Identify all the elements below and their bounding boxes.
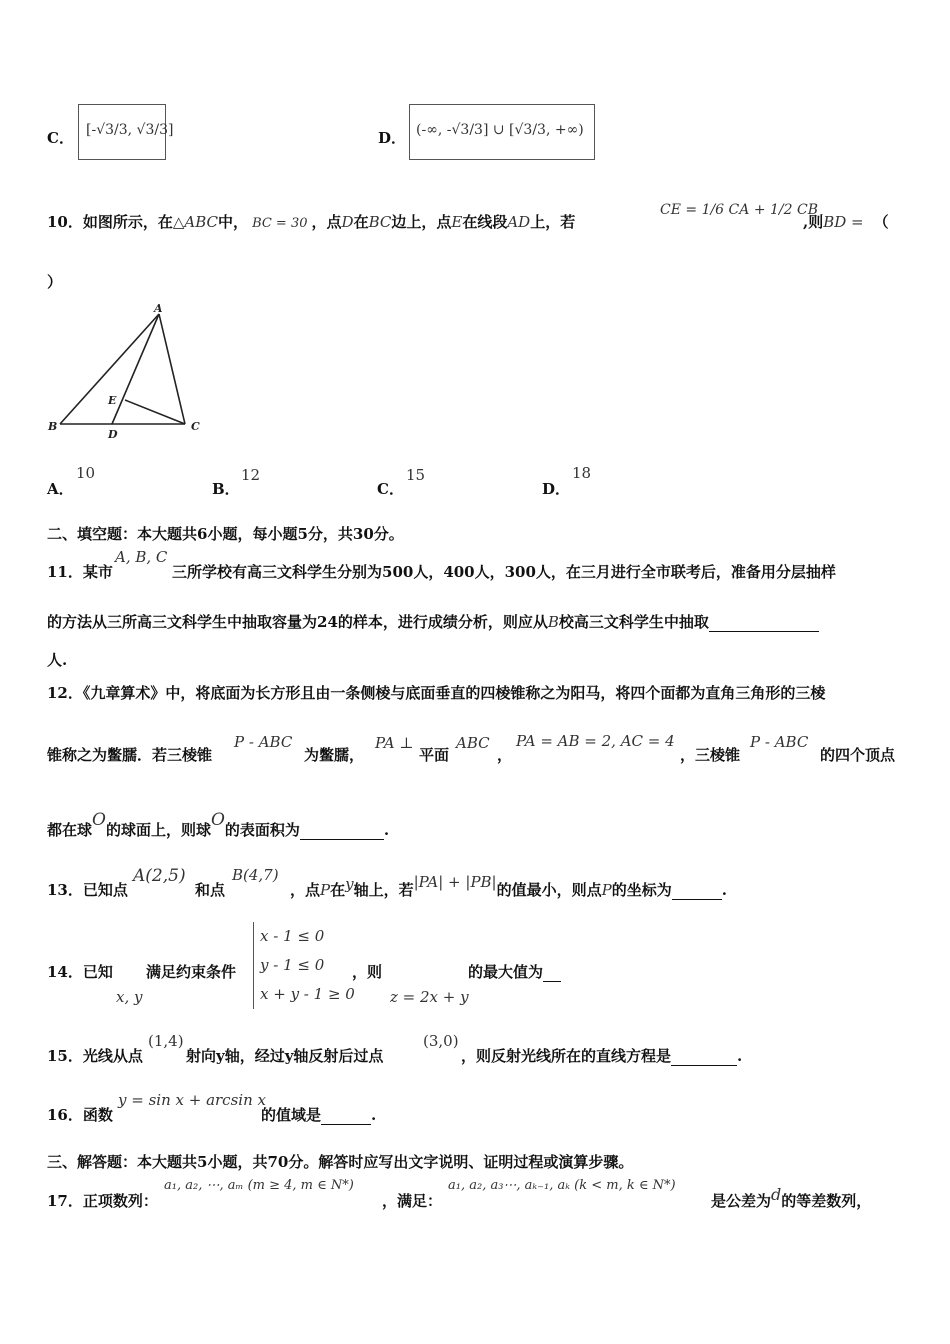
q17-text-2: ，满足： (382, 1192, 443, 1210)
q12-pyramid: P - ABC (234, 733, 293, 751)
q11-schools: A, B, C (115, 548, 168, 566)
q15-point-2: (3,0) (423, 1032, 459, 1050)
q13-point-p: P (320, 881, 331, 899)
q15-point-1: (1,4) (148, 1032, 184, 1050)
q14-number: 14． (47, 963, 83, 981)
q11-answer-blank[interactable] (709, 615, 819, 632)
q14-objective: z = 2x + y (390, 988, 469, 1006)
q15-text-2: 射向y轴，经过y轴反射后过点 (186, 1047, 384, 1065)
q13-text: 的值最小，则点 (496, 881, 602, 899)
q11-number: 11． (47, 563, 83, 581)
q16-answer-blank[interactable] (321, 1108, 371, 1125)
figure-label-a: A (154, 302, 163, 315)
q16-text: 的值域是 (261, 1106, 322, 1124)
q10-text: ，点 (311, 213, 342, 231)
q12-pyramid-2: P - ABC (750, 733, 809, 751)
q13-expression: |PA| + |PB| (413, 873, 497, 891)
figure-label-b: B (48, 420, 58, 433)
q16-text-2 (261, 1105, 376, 1125)
q9-option-c-value: [-√3/3, √3/3] (86, 122, 174, 138)
q10-triangle-figure (40, 300, 215, 450)
q17-text: 的等差数列， (781, 1192, 872, 1210)
q12-plane-abc: ABC (456, 734, 490, 752)
q17-text: 是公差为 (711, 1192, 772, 1210)
q17-sequence-2: a₁, a₂, a₃⋯, aₖ₋₁, aₖ (k < m, k ∈ N*) (448, 1178, 676, 1193)
q16-function: y = sin x + arcsin x (118, 1091, 266, 1109)
q16-text: 函数 (82, 1106, 113, 1124)
q13-text-2: 和点 (195, 881, 226, 899)
q16-text: . (371, 1106, 377, 1124)
q14-constraint-3: x + y - 1 ≥ 0 (260, 985, 355, 1003)
q13-text: 在 (330, 881, 346, 899)
q10-text: 在线段 (462, 213, 508, 231)
q10-segment-ad: AD (507, 213, 531, 231)
q12-text: 都在球 (47, 821, 93, 839)
figure-segment-ce (125, 400, 185, 424)
q10-ce-formula: CE = 1/6 CA + 1/2 CB (660, 202, 818, 218)
q17-line-start (47, 1191, 158, 1211)
q10-option-b-value: 12 (241, 466, 261, 484)
q10-text: 如图所示，在 (82, 213, 173, 231)
q10-option-b-label: B． (212, 480, 240, 498)
q15-text: 光线从点 (82, 1047, 143, 1065)
q11-line1 (47, 562, 113, 582)
q11-line2 (47, 612, 819, 632)
q10-text: 上，若 (530, 213, 576, 231)
q15-answer-blank[interactable] (671, 1049, 737, 1066)
section2-heading: 二、填空题：本大题共6小题，每小题5分，共30分。 (47, 525, 404, 543)
q14-constraint-system (253, 922, 355, 1009)
figure-side-ac (159, 314, 185, 424)
q14-text: 已知 (82, 963, 113, 981)
q13-point-b: B(4,7) (232, 866, 279, 884)
q14-constraint-1: x - 1 ≤ 0 (260, 927, 325, 945)
q13-answer-blank[interactable] (672, 883, 722, 900)
q10-point-d: D (341, 213, 354, 231)
q10-text: 在 (353, 213, 369, 231)
q10-line1-end (803, 212, 889, 232)
q17-text-3 (711, 1185, 872, 1211)
q12-line3 (47, 810, 390, 840)
q13-text: 轴上，若 (353, 881, 414, 899)
q10-option-a-label: A． (47, 480, 74, 498)
q10-line1 (47, 212, 575, 234)
q10-option-d-label: D． (542, 480, 571, 498)
q14-text-4 (468, 962, 561, 982)
q10-bc-length: BC = 30 (252, 216, 308, 231)
q11-text-cont: 三所学校有高三文科学生分别为500人，400人，300人，在三月进行全市联考后，准备用分层抽样 (172, 563, 836, 581)
q15-number: 15． (47, 1047, 83, 1065)
q11-text: 某市 (82, 563, 113, 581)
q10-text: （ (873, 213, 889, 231)
q10-text: 中， (218, 213, 249, 231)
q10-triangle: △ABC (172, 213, 219, 231)
q13-point-p-2: P (601, 881, 612, 899)
q10-option-c-label: C． (377, 480, 404, 498)
q13-number: 13． (47, 881, 83, 899)
q15-line-start (47, 1046, 143, 1066)
q15-text: ，则反射光线所在的直线方程是 (461, 1047, 672, 1065)
q16-line-start (47, 1105, 113, 1125)
q10-option-c-value: 15 (406, 466, 426, 484)
q12-text: . (383, 821, 390, 839)
q14-constraint-2: y - 1 ≤ 0 (260, 956, 325, 974)
figure-segment-ad (112, 314, 159, 424)
q9-option-d-label: D． (378, 129, 407, 147)
q12-sphere-o-2: O (210, 810, 225, 830)
q10-bd: BD = (823, 213, 864, 231)
q12-sphere-o: O (92, 810, 106, 830)
q9-option-d-value: (-∞, -√3/3] ∪ [√3/3, +∞) (416, 122, 584, 138)
q12-line2f: 的四个顶点 (820, 746, 896, 764)
q12-pa-perp: PA ⊥ (375, 734, 414, 752)
q15-text: . (737, 1047, 743, 1065)
q13-text: 已知点 (82, 881, 128, 899)
q14-text-3: ，则 (352, 963, 383, 981)
q10-text: 边上，点 (391, 213, 452, 231)
q13-line-start (47, 880, 128, 900)
q12-line2a: 锥称之为鳖臑．若三棱锥 (47, 746, 213, 764)
q14-text: 的最大值为 (468, 963, 544, 981)
q10-text: ,则 (803, 213, 824, 231)
q13-text: ，点 (290, 881, 321, 899)
q13-text: . (721, 881, 727, 899)
section3-heading: 三、解答题：本大题共5小题，共70分。解答时应写出文字说明、证明过程或演算步骤。 (47, 1153, 634, 1171)
q12-line2c: 平面 (419, 746, 450, 764)
q10-point-e: E (451, 213, 463, 231)
figure-label-e: E (108, 394, 117, 407)
q10-option-a-value: 10 (76, 464, 96, 482)
q14-variables: x, y (116, 988, 143, 1006)
q10-option-d-value: 18 (572, 464, 592, 482)
q13-text: 的坐标为 (611, 881, 672, 899)
q14-line-start (47, 962, 113, 982)
q12-answer-blank[interactable] (300, 823, 384, 840)
q17-common-difference: d (771, 1185, 782, 1204)
q12-text: 的球面上，则球 (105, 821, 211, 839)
q15-text-3 (461, 1046, 742, 1066)
q16-number: 16． (47, 1106, 83, 1124)
q12-line1 (47, 683, 825, 703)
q12-line2b: 为鳖臑， (304, 746, 365, 764)
q14-text-2: 满足约束条件 (146, 963, 237, 981)
q10-segment-bc: BC (368, 213, 392, 231)
q13-line-rest (290, 873, 727, 900)
figure-label-c: C (191, 420, 200, 433)
q17-sequence-1: a₁, a₂, ⋯, aₘ (m ≥ 4, m ∈ N*) (164, 1178, 354, 1193)
q9-option-c-label: C． (47, 129, 74, 147)
figure-label-d: D (108, 428, 118, 441)
q13-y-axis: y (345, 875, 354, 893)
q12-line2d: ， (497, 746, 513, 764)
q13-point-a: A(2,5) (133, 866, 186, 886)
q12-line2e: ，三棱锥 (680, 746, 741, 764)
q11-school-b: B (547, 613, 559, 631)
q17-text: 正项数列： (82, 1192, 158, 1210)
q12-text: 《九章算术》中，将底面为长方形且由一条侧棱与底面垂直的四棱锥称之为阳马，将四个面都为直角三角形的三棱 (82, 684, 826, 702)
q10-close-paren: ） (47, 273, 63, 291)
q12-number: 12． (47, 684, 83, 702)
q11-text: 的方法从三所高三文科学生中抽取容量为24的样本，进行成绩分析，则应从 (47, 613, 548, 631)
q11-line3: 人. (47, 651, 68, 669)
q14-answer-blank[interactable] (543, 965, 561, 982)
q17-number: 17． (47, 1192, 83, 1210)
q12-text: 的表面积为 (224, 821, 300, 839)
q11-text: 校高三文科学生中抽取 (558, 613, 709, 631)
q12-condition: PA = AB = 2, AC = 4 (516, 732, 675, 750)
q10-number: 10． (47, 213, 83, 231)
